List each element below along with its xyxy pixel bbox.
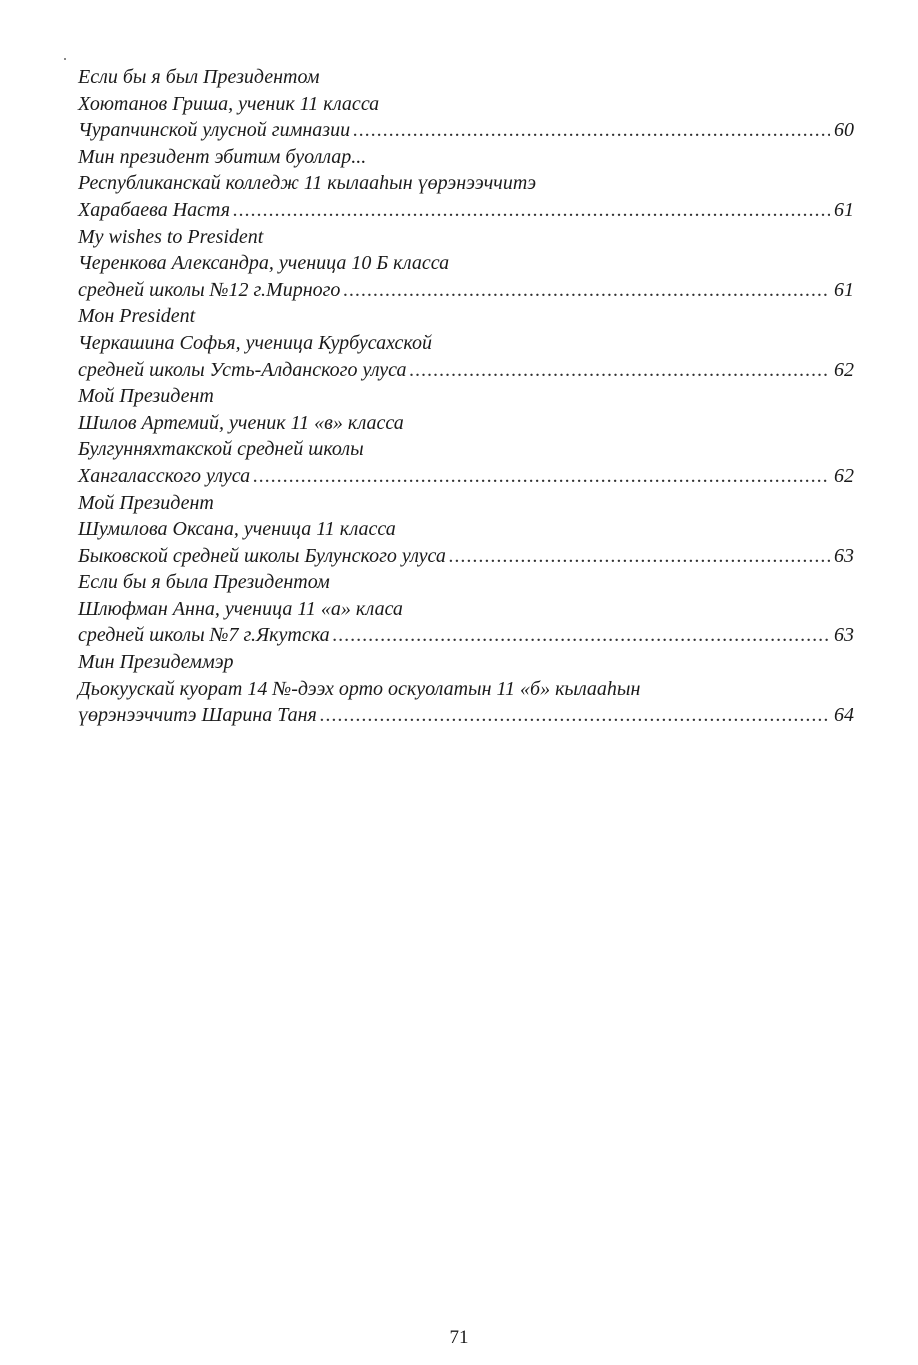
- toc-entry-text: Мой Президент: [78, 385, 214, 408]
- toc-entry-text: средней школы №7 г.Якутска: [78, 624, 330, 647]
- toc-line: [78, 117, 854, 144]
- page-number: 71: [449, 1327, 469, 1348]
- toc-line: [78, 490, 854, 517]
- toc-dot-leader: [353, 117, 830, 144]
- toc-entry-text: Черкашина Софья, ученица Курбусахской: [78, 331, 432, 354]
- toc-line: [78, 224, 854, 251]
- toc-page-number: 62: [834, 464, 854, 487]
- toc-line: [78, 436, 854, 463]
- toc-entry-text: Шилов Артемий, ученик 11 «в» класса: [78, 411, 404, 434]
- toc-line: [78, 64, 854, 91]
- toc-entry-text: үөрэнээччитэ Шарина Таня: [78, 704, 317, 727]
- toc-dot-leader: [333, 622, 830, 649]
- toc-entry-text: Хоютанов Гриша, ученик 11 класса: [78, 92, 380, 115]
- toc-entry-text: My wishes to President: [78, 225, 264, 248]
- toc-entry-text: Харабаева Настя: [78, 198, 231, 221]
- toc-entry-text: Чурапчинской улусной гимназии: [78, 119, 351, 142]
- toc-entry-text: Быковской средней школы Булунского улуса: [78, 544, 446, 567]
- toc-line: [78, 383, 854, 410]
- toc-line: [78, 144, 854, 171]
- toc-entry-text: Мин президент эбитим буоллар...: [78, 145, 367, 168]
- toc-line: [78, 170, 854, 197]
- toc-page-number: 64: [834, 704, 854, 727]
- toc-line: [78, 330, 854, 357]
- toc-line: [78, 91, 854, 118]
- toc-line: [78, 277, 854, 304]
- toc-entry-text: Черенкова Александра, ученица 10 Б класса: [78, 252, 450, 275]
- toc-entry-text: Мин Президеммэр: [78, 651, 234, 674]
- toc-page-number: 61: [834, 198, 854, 221]
- toc-page-number: 62: [834, 358, 854, 381]
- scan-speck: [64, 58, 66, 60]
- toc-entry-text: Дьокуускай куорат 14 №-дээх орто оскуолатын 11 «б» кылааһын: [78, 677, 641, 700]
- toc-entry-text: Мой Президент: [78, 491, 214, 514]
- toc-entry-text: средней школы №12 г.Мирного: [78, 278, 341, 301]
- toc-dot-leader: [233, 197, 830, 224]
- toc-line: [78, 303, 854, 330]
- toc-entry-text: Хангаласского улуса: [78, 464, 251, 487]
- toc-line: [78, 250, 854, 277]
- toc-entry-text: Республиканскай колледж 11 кылааһын үөрэнээччитэ: [78, 172, 537, 195]
- toc-entry-text: Мон President: [78, 305, 196, 328]
- toc-dot-leader: [343, 277, 830, 304]
- toc-dot-leader: [410, 357, 830, 384]
- toc-entry-text: Если бы я была Президентом: [78, 571, 330, 594]
- toc-line: [78, 410, 854, 437]
- toc-entry-text: Если бы я был Президентом: [78, 66, 320, 88]
- toc-page-number: 60: [834, 119, 854, 142]
- toc-line: [78, 543, 854, 570]
- toc-entry-text: Шумилова Оксана, ученица 11 класса: [78, 518, 396, 541]
- toc-line: [78, 596, 854, 623]
- toc-line: [78, 649, 854, 676]
- table-of-contents: [78, 64, 854, 729]
- toc-page-number: 63: [834, 544, 854, 567]
- toc-line: [78, 676, 854, 703]
- toc-line: [78, 357, 854, 384]
- toc-dot-leader: [320, 702, 830, 729]
- toc-line: [78, 569, 854, 596]
- toc-page-number: 61: [834, 278, 854, 301]
- toc-page-number: 63: [834, 624, 854, 647]
- toc-line: [78, 463, 854, 490]
- toc-entry-text: Шлюфман Анна, ученица 11 «а» класа: [78, 597, 403, 620]
- toc-entry-text: средней школы Усть-Алданского улуса: [78, 358, 407, 381]
- toc-dot-leader: [253, 463, 830, 490]
- toc-entry-text: Булгунняхтакской средней школы: [78, 438, 364, 461]
- toc-dot-leader: [449, 543, 830, 570]
- toc-line: [78, 622, 854, 649]
- toc-line: [78, 516, 854, 543]
- toc-line: [78, 702, 854, 729]
- toc-line: [78, 197, 854, 224]
